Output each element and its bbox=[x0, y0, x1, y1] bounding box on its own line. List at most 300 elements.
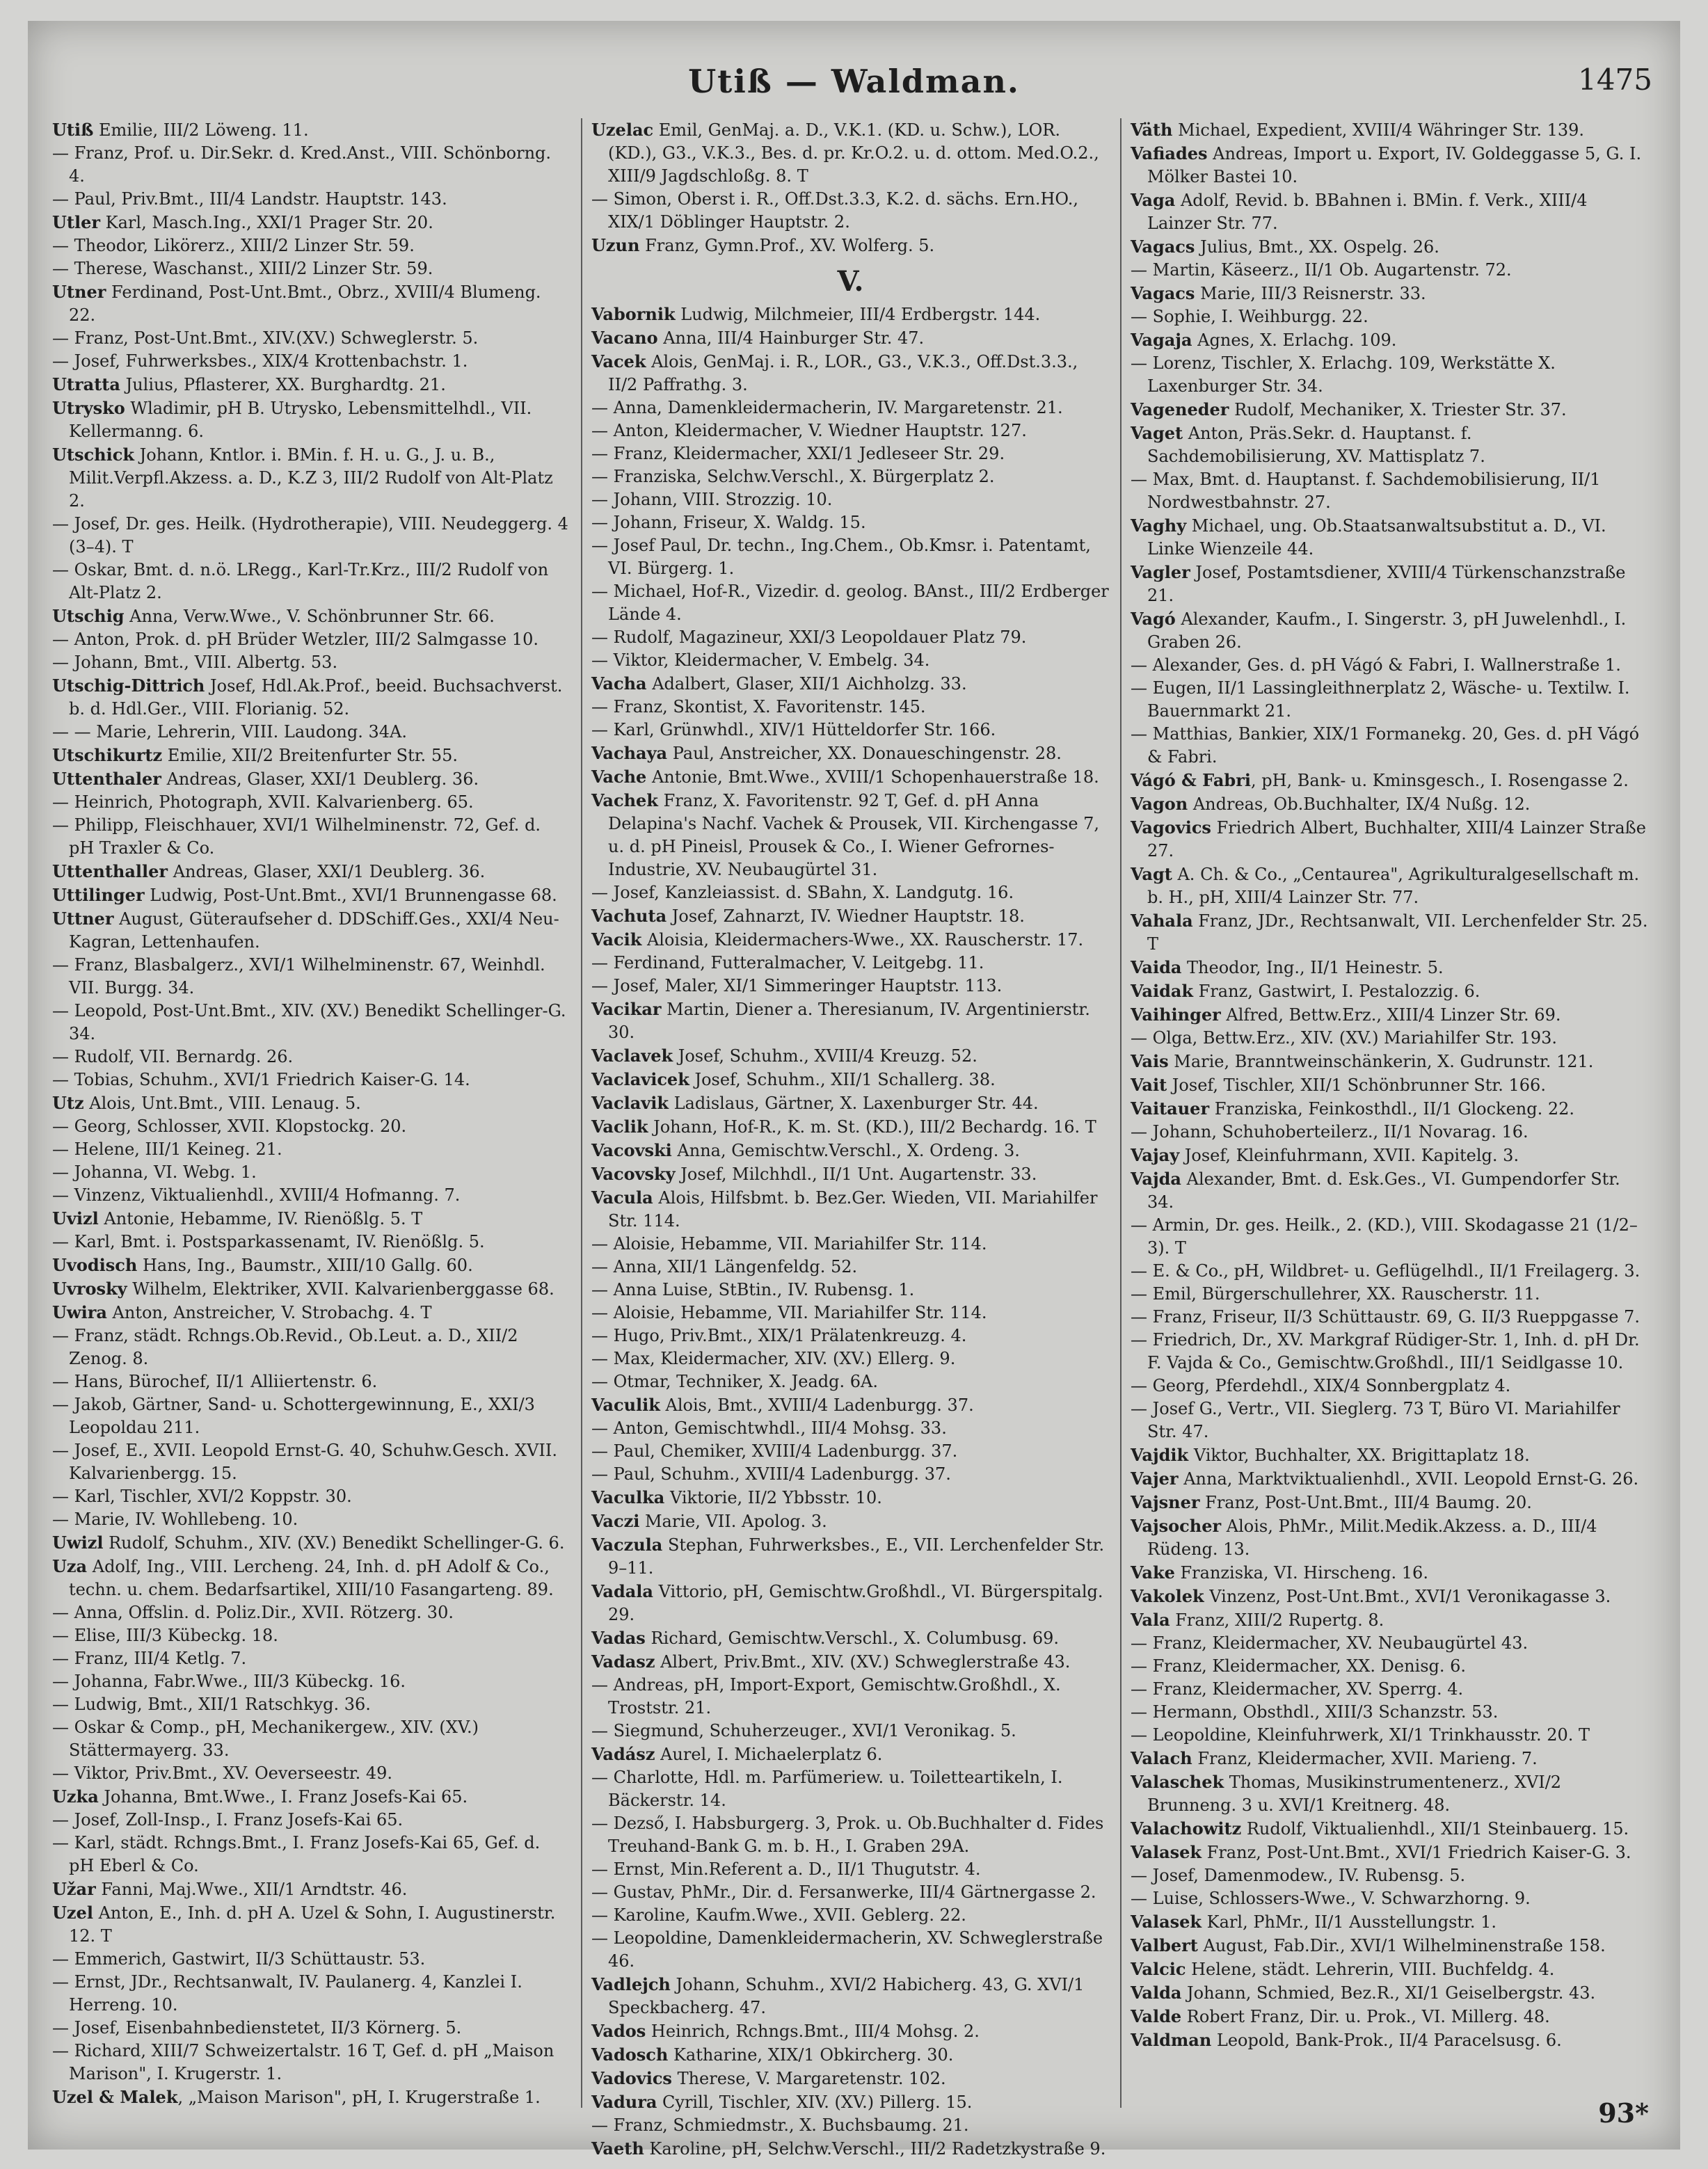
directory-entry bbox=[1131, 352, 1649, 398]
directory-entry bbox=[1131, 1701, 1649, 1724]
directory-entry bbox=[1131, 561, 1649, 607]
directory-entry bbox=[591, 789, 1110, 881]
entry-details: — Dezső, I. Habsburgerg. 3, Prok. u. Ob.Buchhalter d. Fides Treuhand-Bank G. m. b. H., I. Graben 29A. bbox=[591, 1814, 1104, 1856]
directory-entry bbox=[591, 672, 1110, 696]
entry-details: Andreas, Ob.Buchhalter, IX/4 Nußg. 12. bbox=[1188, 794, 1531, 814]
directory-entry bbox=[591, 928, 1110, 952]
directory-entry bbox=[591, 881, 1110, 904]
entry-details: Viktorie, II/2 Ybbsstr. 10. bbox=[664, 1488, 882, 1507]
directory-entry bbox=[1131, 654, 1649, 677]
entry-surname: Uvodisch bbox=[52, 1255, 138, 1275]
directory-entry bbox=[52, 605, 570, 628]
entry-details: Heinrich, Rchngs.Bmt., III/4 Mohsg. 2. bbox=[646, 2022, 980, 2041]
entry-surname: Uza bbox=[52, 1556, 88, 1576]
entry-details: Johann, Hof-R., K. m. St. (KD.), III/2 Bechardg. 16. T bbox=[648, 1117, 1096, 1137]
entry-details: Franz, X. Favoritenstr. 92 T, Gef. d. pH Anna Delapina's Nachf. Vachek & Prousek, VII. Kirchengasse 7, u. d. pH Pineisl, Prousek & Co., I. Wiener Gefrornes-Industrie, XV. Neubaugürtel 31. bbox=[608, 791, 1100, 879]
directory-entry bbox=[52, 1624, 570, 1647]
directory-entry bbox=[591, 975, 1110, 998]
page-title: Utiß — Waldman. bbox=[688, 63, 1020, 100]
entry-details: — Helene, III/1 Keineg. 21. bbox=[52, 1139, 282, 1159]
directory-entry bbox=[52, 1647, 570, 1670]
entry-details: Ladislaus, Gärtner, X. Laxenburger Str. 44. bbox=[668, 1094, 1039, 1113]
entry-details: — Karl, Bmt. i. Postsparkassenamt, IV. Rienößlg. 5. bbox=[52, 1232, 485, 1251]
directory-entry bbox=[591, 1533, 1110, 1580]
entry-details: Franz, Post-Unt.Bmt., XVI/1 Friedrich Kaiser-G. 3. bbox=[1202, 1843, 1631, 1862]
directory-entry bbox=[591, 719, 1110, 742]
entry-details: — Simon, Oberst i. R., Off.Dst.3.3, K.2. d. sächs. Ern.HO., XIX/1 Döblinger Hauptstr. 2. bbox=[591, 189, 1078, 232]
directory-entry bbox=[591, 1324, 1110, 1347]
entry-surname: Vaculka bbox=[591, 1487, 665, 1507]
page-number: 1475 bbox=[1578, 63, 1652, 97]
entry-details: Therese, V. Margaretenstr. 102. bbox=[671, 2069, 946, 2088]
directory-entry bbox=[52, 211, 570, 234]
entry-details: Alois, Hilfsbmt. b. Bez.Ger. Wieden, VII. Mariahilfer Str. 114. bbox=[608, 1188, 1098, 1231]
entry-details: Richard, Gemischtw.Verschl., X. Columbusg. 69. bbox=[645, 1628, 1060, 1648]
entry-surname: Vaclavicek bbox=[591, 1069, 689, 1089]
directory-entry bbox=[591, 742, 1110, 765]
directory-entry bbox=[591, 580, 1110, 626]
entry-details: — Lorenz, Tischler, X. Erlachg. 109, Werkstätte X. Laxenburger Str. 34. bbox=[1131, 353, 1556, 396]
entry-details: — Johann, Schuhoberteilerz., II/1 Novarag. 16. bbox=[1131, 1122, 1529, 1142]
entry-details: — Marie, IV. Wohllebeng. 10. bbox=[52, 1510, 298, 1529]
entry-details: — Karl, städt. Rchngs.Bmt., I. Franz Josefs-Kai 65, Gef. d. pH Eberl & Co. bbox=[52, 1833, 541, 1875]
directory-entry bbox=[52, 350, 570, 373]
entry-surname: Uzel bbox=[52, 1903, 93, 1923]
directory-entry bbox=[52, 1670, 570, 1693]
entry-details: Andreas, Glaser, XXI/1 Deublerg. 36. bbox=[161, 769, 479, 789]
directory-entry bbox=[1131, 1981, 1649, 2005]
directory-entry bbox=[591, 1626, 1110, 1650]
directory-entry bbox=[52, 1948, 570, 1971]
directory-entry bbox=[52, 1878, 570, 1901]
entry-details: — Josef, Damenmodew., IV. Rubensg. 5. bbox=[1131, 1866, 1466, 1885]
entry-details: — Matthias, Bankier, XIX/1 Formanekg. 20, Ges. d. pH Vágó & Fabri. bbox=[1131, 724, 1640, 767]
directory-entry bbox=[591, 118, 1110, 188]
directory-entry bbox=[591, 1370, 1110, 1393]
entry-details: — Franz, Kleidermacher, XV. Neubaugürtel 43. bbox=[1131, 1633, 1529, 1653]
directory-entry bbox=[1131, 468, 1649, 514]
directory-entry bbox=[591, 1393, 1110, 1417]
directory-entry bbox=[591, 2090, 1110, 2114]
directory-entry bbox=[52, 1762, 570, 1785]
directory-entry bbox=[591, 1720, 1110, 1743]
entry-details: , pH, Bank- u. Kminsgesch., I. Rosengasse 2. bbox=[1250, 771, 1629, 790]
directory-entry bbox=[52, 118, 570, 142]
directory-entry bbox=[591, 1115, 1110, 1139]
directory-entry bbox=[52, 2017, 570, 2040]
entry-surname: Vadász bbox=[591, 1744, 655, 1764]
entry-details: — Josef, Kanzleiassist. d. SBahn, X. Landgutg. 16. bbox=[591, 883, 1014, 902]
directory-entry bbox=[1131, 1214, 1649, 1260]
directory-entry bbox=[591, 419, 1110, 442]
entry-details: Franz, Post-Unt.Bmt., III/4 Baumg. 20. bbox=[1199, 1493, 1532, 1512]
directory-entry bbox=[591, 1044, 1110, 1068]
signature-mark: 93* bbox=[1598, 2097, 1649, 2129]
entry-details: A. Ch. & Co., „Centaurea", Agrikulturalgesellschaft m. b. H., pH, XIII/4 Lainzer Str. 77. bbox=[1147, 865, 1640, 907]
entry-details: Anna, Marktviktualienhdl., XVII. Leopold Ernst-G. 26. bbox=[1178, 1469, 1639, 1489]
entry-details: — Leopoldine, Kleinfuhrwerk, XI/1 Trinkhausstr. 20. T bbox=[1131, 1725, 1590, 1745]
entry-details: — Siegmund, Schuherzeuger., XVI/1 Veronikag. 5. bbox=[591, 1721, 1016, 1740]
entry-details: — Michael, Hof-R., Vizedir. d. geolog. BAnst., III/2 Erdberger Lände 4. bbox=[591, 582, 1109, 624]
directory-entry bbox=[52, 907, 570, 954]
entry-details: Albert, Priv.Bmt., XIV. (XV.) Schweglerstraße 43. bbox=[655, 1652, 1071, 1672]
directory-entry bbox=[52, 513, 570, 559]
directory-entry bbox=[591, 1973, 1110, 2019]
entry-surname: Vacovski bbox=[591, 1140, 672, 1160]
entry-details: — Josef, Zoll-Insp., I. Franz Josefs-Kai 65. bbox=[52, 1810, 404, 1830]
directory-entry bbox=[1131, 422, 1649, 468]
entry-details: Robert Franz, Dir. u. Prok., VI. Millerg. 48. bbox=[1181, 2007, 1550, 2026]
entry-details: — Elise, III/3 Kübeckg. 18. bbox=[52, 1626, 278, 1645]
entry-details: — Josef, Eisenbahnbedienstetet, II/3 Körnerg. 5. bbox=[52, 2018, 462, 2038]
entry-details: — Hans, Bürochef, II/1 Alliiertenstr. 6. bbox=[52, 1372, 378, 1391]
entry-details: Rudolf, Viktualienhdl., XII/1 Steinbauerg. 15. bbox=[1241, 1819, 1629, 1839]
entry-details: — Heinrich, Photograph, XVII. Kalvarienberg. 65. bbox=[52, 792, 474, 812]
directory-entry bbox=[52, 397, 570, 443]
entry-details: Johann, Schmied, Bez.R., XI/1 Geiselbergstr. 43. bbox=[1181, 1983, 1596, 2003]
entry-details: Cyrill, Tischler, XIV. (XV.) Pillerg. 15. bbox=[657, 2092, 973, 2112]
entry-details: — Max, Bmt. d. Hauptanst. f. Sachdemobilisierung, II/1 Nordwestbahnstr. 27. bbox=[1131, 470, 1601, 512]
entry-details: Marie, Branntweinschänkerin, X. Gudrunstr. 121. bbox=[1168, 1052, 1594, 1071]
directory-entry bbox=[52, 1324, 570, 1370]
directory-entry bbox=[52, 1231, 570, 1254]
entry-surname: Vake bbox=[1131, 1562, 1175, 1583]
entry-details: Martin, Diener a. Theresianum, IV. Argentinierstr. 30. bbox=[608, 1000, 1090, 1042]
entry-details: Alois, PhMr., Milit.Medik.Akzess. a. D., III/4 Rüdeng. 13. bbox=[1147, 1516, 1597, 1559]
entry-details: Johanna, Bmt.Wwe., I. Franz Josefs-Kai 65. bbox=[98, 1787, 468, 1807]
entry-details: Theodor, Ing., II/1 Heinestr. 5. bbox=[1181, 958, 1444, 977]
entry-details: Karl, Masch.Ing., XXI/1 Prager Str. 20. bbox=[100, 213, 433, 232]
directory-entry bbox=[1131, 723, 1649, 769]
directory-entry bbox=[591, 1417, 1110, 1440]
entry-details: — Johann, Friseur, X. Waldg. 15. bbox=[591, 513, 866, 532]
entry-surname: Uttenthaler bbox=[52, 769, 161, 789]
directory-entry bbox=[1131, 607, 1649, 654]
entry-surname: Utschikurtz bbox=[52, 745, 163, 765]
entry-surname: Uttner bbox=[52, 909, 114, 929]
entry-details: Marie, III/3 Reisnerstr. 33. bbox=[1195, 284, 1426, 303]
entry-details: — Anton, Kleidermacher, V. Wiedner Hauptstr. 127. bbox=[591, 421, 1027, 440]
entry-details: Adolf, Ing., VIII. Lercheng. 24, Inh. d. pH Adolf & Co., techn. u. chem. Bedarfsartikel, XIII/10 Fasangarteng. 89. bbox=[69, 1557, 554, 1599]
directory-entry bbox=[591, 1139, 1110, 1162]
entry-details: — Viktor, Priv.Bmt., XV. Oeverseestr. 49. bbox=[52, 1763, 393, 1783]
entry-details: — Hermann, Obsthdl., XIII/3 Schanzstr. 53. bbox=[1131, 1702, 1499, 1722]
entry-details: August, Güteraufseher d. DDSchiff.Ges., XXI/4 Neu-Kagran, Lettenhaufen. bbox=[69, 909, 559, 952]
entry-surname: Valasek bbox=[1131, 1842, 1202, 1862]
entry-surname: Vais bbox=[1131, 1051, 1169, 1071]
entry-surname: Valasek bbox=[1131, 1912, 1202, 1932]
entry-details: — Johanna, Fabr.Wwe., III/3 Kübeckg. 16. bbox=[52, 1672, 406, 1691]
entry-surname: Vait bbox=[1131, 1075, 1167, 1095]
directory-entry bbox=[1131, 142, 1649, 189]
entry-surname: Vahala bbox=[1131, 911, 1193, 931]
directory-entry bbox=[591, 1766, 1110, 1812]
directory-entry bbox=[1131, 259, 1649, 282]
entry-details: Franz, XIII/2 Rupertg. 8. bbox=[1170, 1610, 1384, 1630]
directory-entry bbox=[591, 1302, 1110, 1324]
entry-surname: Vagaja bbox=[1131, 330, 1192, 350]
directory-entry bbox=[591, 2043, 1110, 2067]
directory-entry bbox=[591, 1650, 1110, 1674]
entry-details: — Paul, Schuhm., XVIII/4 Ladenburgg. 37. bbox=[591, 1464, 951, 1484]
directory-entry bbox=[1131, 816, 1649, 863]
entry-surname: Vacano bbox=[591, 328, 658, 348]
entry-details: Ludwig, Post-Unt.Bmt., XVI/1 Brunnengasse 68. bbox=[144, 886, 557, 905]
entry-details: , „Maison Marison", pH, I. Krugerstraße 1. bbox=[177, 2088, 541, 2107]
directory-entry bbox=[591, 303, 1110, 326]
entry-details: — Paul, Priv.Bmt., III/4 Landstr. Hauptstr. 143. bbox=[52, 189, 447, 209]
directory-entry bbox=[591, 1463, 1110, 1486]
directory-entry bbox=[591, 1743, 1110, 1766]
directory-entry bbox=[1131, 189, 1649, 235]
entry-surname: Vajer bbox=[1131, 1468, 1179, 1489]
entry-details: — Martin, Käseerz., II/1 Ob. Augartenstr. 72. bbox=[1131, 260, 1512, 280]
directory-entry bbox=[591, 1927, 1110, 1973]
entry-details: — Paul, Chemiker, XVIII/4 Ladenburgg. 37. bbox=[591, 1441, 958, 1461]
directory-entry bbox=[591, 2067, 1110, 2090]
directory-entry bbox=[1131, 677, 1649, 723]
entry-surname: Väth bbox=[1131, 120, 1173, 140]
column-1 bbox=[52, 118, 570, 2108]
entry-surname: Vacek bbox=[591, 351, 646, 371]
entry-details: Anna, III/4 Hainburger Str. 47. bbox=[657, 328, 925, 348]
directory-entry bbox=[1131, 1050, 1649, 1073]
directory-entry bbox=[1131, 1329, 1649, 1375]
directory-entry bbox=[52, 1832, 570, 1878]
entry-details: Aurel, I. Michaelerplatz 6. bbox=[655, 1745, 883, 1764]
directory-entry bbox=[1131, 909, 1649, 956]
entry-surname: Valdman bbox=[1131, 2030, 1212, 2050]
entry-surname: Vaczi bbox=[591, 1511, 640, 1531]
directory-entry bbox=[1131, 1887, 1649, 1910]
entry-details: Vinzenz, Post-Unt.Bmt., XVI/1 Veronikagasse 3. bbox=[1204, 1587, 1611, 1606]
directory-entry bbox=[1131, 979, 1649, 1003]
entry-surname: Uwizl bbox=[52, 1532, 104, 1553]
entry-details: Josef, Postamtsdiener, XVIII/4 Türkenschanzstraße 21. bbox=[1147, 563, 1626, 605]
entry-details: Emilie, XII/2 Breitenfurter Str. 55. bbox=[162, 746, 458, 765]
directory-entry bbox=[52, 1601, 570, 1624]
entry-details: — Ludwig, Bmt., XII/1 Ratschkyg. 36. bbox=[52, 1695, 371, 1714]
entry-surname: Vaeth bbox=[591, 2138, 644, 2159]
directory-entry bbox=[1131, 1958, 1649, 1981]
directory-entry bbox=[1131, 1097, 1649, 1121]
entry-details: — Emil, Bürgerschullehrer, XX. Rauscherstr. 11. bbox=[1131, 1284, 1540, 1304]
directory-entry bbox=[1131, 956, 1649, 979]
directory-entry bbox=[52, 860, 570, 883]
entry-details: — Josef Paul, Dr. techn., Ing.Chem., Ob.Kmsr. i. Patentamt, VI. Bürgerg. 1. bbox=[591, 536, 1091, 578]
directory-entry bbox=[52, 744, 570, 767]
directory-entry bbox=[1131, 282, 1649, 305]
entry-details: Stephan, Fuhrwerksbes., E., VII. Lerchenfelder Str. 9–11. bbox=[608, 1535, 1105, 1578]
directory-entry bbox=[1131, 328, 1649, 352]
directory-entry bbox=[1131, 118, 1649, 142]
entry-details: — Karl, Grünwhdl., XIV/1 Hütteldorfer Str. 166. bbox=[591, 720, 996, 739]
directory-entry bbox=[1131, 1073, 1649, 1097]
directory-entry bbox=[52, 721, 570, 744]
directory-entry bbox=[1131, 1561, 1649, 1585]
entry-surname: Vágó & Fabri bbox=[1131, 770, 1251, 790]
directory-entry bbox=[1131, 1260, 1649, 1283]
entry-surname: Vaidak bbox=[1131, 981, 1194, 1001]
entry-details: Josef, Kleinfuhrmann, XVII. Kapitelg. 3. bbox=[1179, 1146, 1519, 1165]
entry-details: — Anna, XII/1 Längenfeldg. 52. bbox=[591, 1257, 858, 1276]
directory-entry bbox=[52, 1069, 570, 1091]
entry-surname: Vaga bbox=[1131, 190, 1176, 210]
entry-details: Alfred, Bettw.Erz., XIII/4 Linzer Str. 69. bbox=[1220, 1005, 1561, 1025]
entry-surname: Vaculik bbox=[591, 1395, 660, 1415]
directory-entry bbox=[1131, 1632, 1649, 1655]
entry-surname: Vagon bbox=[1131, 794, 1188, 814]
entry-details: — Aloisie, Hebamme, VII. Mariahilfer Str. 114. bbox=[591, 1234, 987, 1254]
entry-details: Emil, GenMaj. a. D., V.K.1. (KD. u. Schw.), LOR. (KD.), G3., V.K.3., Bes. d. pr. Kr.O.2. u. d. ottom. Med.O.2., XIII/9 Jagdschloßg. 8. T bbox=[608, 120, 1099, 186]
directory-entry bbox=[1131, 235, 1649, 259]
entry-surname: Utrysko bbox=[52, 398, 125, 418]
directory-entry bbox=[591, 1186, 1110, 1233]
directory-entry bbox=[591, 1904, 1110, 1927]
entry-surname: Vacovsky bbox=[591, 1164, 676, 1184]
entry-surname: Valaschek bbox=[1131, 1772, 1224, 1792]
section-heading: V. bbox=[837, 265, 864, 298]
entry-details: — Ernst, JDr., Rechtsanwalt, IV. Paulanerg. 4, Kanzlei I. Herreng. 10. bbox=[52, 1972, 522, 2015]
entry-details: — Gustav, PhMr., Dir. d. Fersanwerke, III/4 Gärtnergasse 2. bbox=[591, 1882, 1096, 1902]
entry-details: Franziska, Feinkosthdl., II/1 Glockeng. 22. bbox=[1209, 1099, 1575, 1119]
directory-entry bbox=[1131, 1724, 1649, 1747]
directory-entry bbox=[1131, 1167, 1649, 1214]
entry-surname: Vadura bbox=[591, 2092, 657, 2112]
entry-details: Katharine, XIX/1 Obkircherg. 30. bbox=[668, 2045, 954, 2065]
directory-entry bbox=[1131, 1283, 1649, 1306]
directory-entry bbox=[1131, 1934, 1649, 1958]
entry-details: — Anton, Prok. d. pH Brüder Wetzler, III/2 Salmgasse 10. bbox=[52, 630, 538, 649]
directory-entry bbox=[1131, 1770, 1649, 1817]
entry-details: — Ferdinand, Futteralmacher, V. Leitgebg. 11. bbox=[591, 953, 984, 973]
directory-entry bbox=[52, 1393, 570, 1439]
entry-surname: Vageneder bbox=[1131, 399, 1229, 419]
entry-details: Josef, Schuhm., XII/1 Schallerg. 38. bbox=[689, 1070, 996, 1089]
entry-details: Johann, Schuhm., XVI/2 Habicherg. 43, G. XVI/1 Speckbacherg. 47. bbox=[608, 1975, 1085, 2017]
entry-details: — Leopold, Post-Unt.Bmt., XIV. (XV.) Benedikt Schellinger-G. 34. bbox=[52, 1001, 566, 1043]
entry-surname: Vagacs bbox=[1131, 283, 1195, 303]
directory-entry bbox=[591, 626, 1110, 649]
directory-entry bbox=[52, 1901, 570, 1948]
page-header bbox=[28, 49, 1680, 118]
entry-surname: Valda bbox=[1131, 1983, 1182, 2003]
entry-details: — Franz, Skontist, X. Favoritenstr. 145. bbox=[591, 697, 926, 717]
directory-entry bbox=[591, 534, 1110, 580]
directory-entry bbox=[1131, 1398, 1649, 1443]
directory-entry bbox=[591, 488, 1110, 511]
entry-details: Andreas, Glaser, XXI/1 Deublerg. 36. bbox=[168, 862, 486, 881]
entry-surname: Utz bbox=[52, 1093, 84, 1113]
directory-entry bbox=[52, 142, 570, 188]
directory-entry bbox=[52, 674, 570, 721]
entry-details: Alexander, Bmt. d. Esk.Ges., VI. Gumpendorfer Str. 34. bbox=[1147, 1169, 1620, 1212]
directory-entry bbox=[52, 1785, 570, 1809]
entry-details: Helene, städt. Lehrerin, VIII. Buchfeldg. 4. bbox=[1186, 1960, 1555, 1979]
entry-details: — Franz, Kleidermacher, XXI/1 Jedleseer Str. 29. bbox=[591, 444, 1005, 463]
entry-details: — Karoline, Kaufm.Wwe., XVII. Geblerg. 22. bbox=[591, 1905, 966, 1925]
directory-entry bbox=[1131, 863, 1649, 909]
entry-surname: Vafiades bbox=[1131, 143, 1208, 163]
entry-details: — Anna, Offslin. d. Poliz.Dir., XVII. Rötzerg. 30. bbox=[52, 1603, 454, 1622]
entry-surname: Vaida bbox=[1131, 957, 1182, 977]
entry-surname: Vaget bbox=[1131, 423, 1183, 443]
entry-details: — Therese, Waschanst., XIII/2 Linzer Str. 59. bbox=[52, 259, 433, 278]
directory-entry bbox=[591, 1580, 1110, 1626]
entry-details: — Andreas, pH, Import-Export, Gemischtw.Großhdl., X. Troststr. 21. bbox=[591, 1675, 1061, 1718]
directory-entry bbox=[1131, 1817, 1649, 1841]
entry-details: — Oskar & Comp., pH, Mechanikergew., XIV. (XV.) Stättermayerg. 33. bbox=[52, 1718, 479, 1760]
directory-entry bbox=[52, 1277, 570, 1301]
column-3 bbox=[1131, 118, 1649, 2108]
directory-entry bbox=[52, 628, 570, 651]
directory-entry bbox=[52, 954, 570, 1000]
entry-details: Franz, Kleidermacher, XVII. Marieng. 7. bbox=[1192, 1749, 1538, 1768]
directory-entry bbox=[52, 1207, 570, 1231]
entry-details: — Otmar, Techniker, X. Jeadg. 6A. bbox=[591, 1372, 879, 1391]
entry-details: Karl, PhMr., II/1 Ausstellungstr. 1. bbox=[1202, 1912, 1497, 1932]
entry-surname: Vaclavek bbox=[591, 1046, 673, 1066]
entry-details: — Karl, Tischler, XVI/2 Koppstr. 30. bbox=[52, 1487, 352, 1506]
directory-entry bbox=[1131, 1678, 1649, 1701]
entry-details: — Philipp, Fleischhauer, XVI/1 Wilhelminenstr. 72, Gef. d. pH Traxler & Co. bbox=[52, 815, 541, 858]
entry-details: — E. & Co., pH, Wildbret- u. Geflügelhdl., II/1 Freilagerg. 3. bbox=[1131, 1261, 1641, 1281]
entry-surname: Vadovics bbox=[591, 2068, 672, 2088]
entry-details: Josef, Hdl.Ak.Prof., beeid. Buchsachverst. b. d. Hdl.Ger., VIII. Florianig. 52. bbox=[69, 676, 563, 719]
directory-entry bbox=[591, 696, 1110, 719]
directory-entry bbox=[52, 1138, 570, 1161]
directory-entry bbox=[52, 257, 570, 280]
entry-details: Ferdinand, Post-Unt.Bmt., Obrz., XVIII/4 Blumeng. 22. bbox=[69, 282, 541, 325]
entry-surname: Vacik bbox=[591, 929, 642, 950]
directory-entry bbox=[52, 188, 570, 211]
entry-details: Wilhelm, Elektriker, XVII. Kalvarienberggasse 68. bbox=[127, 1279, 554, 1299]
directory-entry bbox=[52, 1046, 570, 1069]
entry-details: — Franz, Friseur, II/3 Schüttaustr. 69, G. II/3 Rueppgasse 7. bbox=[1131, 1307, 1640, 1327]
directory-entry bbox=[591, 1233, 1110, 1256]
entry-details: — Luise, Schlossers-Wwe., V. Schwarzhorng. 9. bbox=[1131, 1889, 1531, 1908]
directory-entry bbox=[591, 397, 1110, 419]
entry-details: Anton, E., Inh. d. pH A. Uzel & Sohn, I. Augustinerstr. 12. T bbox=[69, 1903, 556, 1946]
entry-details: — Olga, Bettw.Erz., XIV. (XV.) Mariahilfer Str. 193. bbox=[1131, 1028, 1558, 1048]
entry-details: — Vinzenz, Viktualienhdl., XVIII/4 Hofmanng. 7. bbox=[52, 1185, 461, 1205]
entry-surname: Vacikar bbox=[591, 999, 662, 1019]
directory-entry bbox=[52, 1508, 570, 1531]
entry-details: — Franz, Prof. u. Dir.Sekr. d. Kred.Anst., VIII. Schönborng. 4. bbox=[52, 143, 552, 186]
entry-details: — Max, Kleidermacher, XIV. (XV.) Ellerg. 9. bbox=[591, 1349, 956, 1368]
entry-surname: Vaitauer bbox=[1131, 1098, 1210, 1119]
directory-entry bbox=[52, 883, 570, 907]
directory-entry bbox=[591, 442, 1110, 465]
entry-details: Antonie, Bmt.Wwe., XVIII/1 Schopenhauerstraße 18. bbox=[646, 767, 1099, 787]
entry-surname: Vagacs bbox=[1131, 237, 1195, 257]
entry-details: — Leopoldine, Damenkleidermacherin, XV. Schweglerstraße 46. bbox=[591, 1928, 1103, 1971]
entry-details: Michael, Expedient, XVIII/4 Währinger Str. 139. bbox=[1172, 120, 1585, 140]
entry-surname: Vacula bbox=[591, 1187, 653, 1208]
directory-entry bbox=[1131, 1608, 1649, 1632]
entry-surname: Vagó bbox=[1131, 609, 1176, 629]
entry-details: Anton, Anstreicher, V. Strobachg. 4. T bbox=[106, 1303, 432, 1322]
entry-details: — Rudolf, VII. Bernardg. 26. bbox=[52, 1047, 294, 1066]
entry-details: Paul, Anstreicher, XX. Donaueschingenstr. 28. bbox=[667, 744, 1062, 763]
entry-details: Viktor, Buchhalter, XX. Brigittaplatz 18. bbox=[1188, 1446, 1530, 1465]
entry-details: Thomas, Musikinstrumentenerz., XVI/2 Brunneng. 3 u. XVI/1 Kreitnerg. 48. bbox=[1147, 1772, 1562, 1815]
entry-details: — Johann, VIII. Strozzig. 10. bbox=[591, 490, 833, 509]
directory-entry bbox=[591, 2019, 1110, 2043]
entry-details: Alois, GenMaj. i. R., LOR., G3., V.K.3., Off.Dst.3.3., II/2 Paffrathg. 3. bbox=[608, 352, 1078, 394]
directory-entry bbox=[1131, 1003, 1649, 1027]
directory-entry bbox=[1131, 792, 1649, 816]
